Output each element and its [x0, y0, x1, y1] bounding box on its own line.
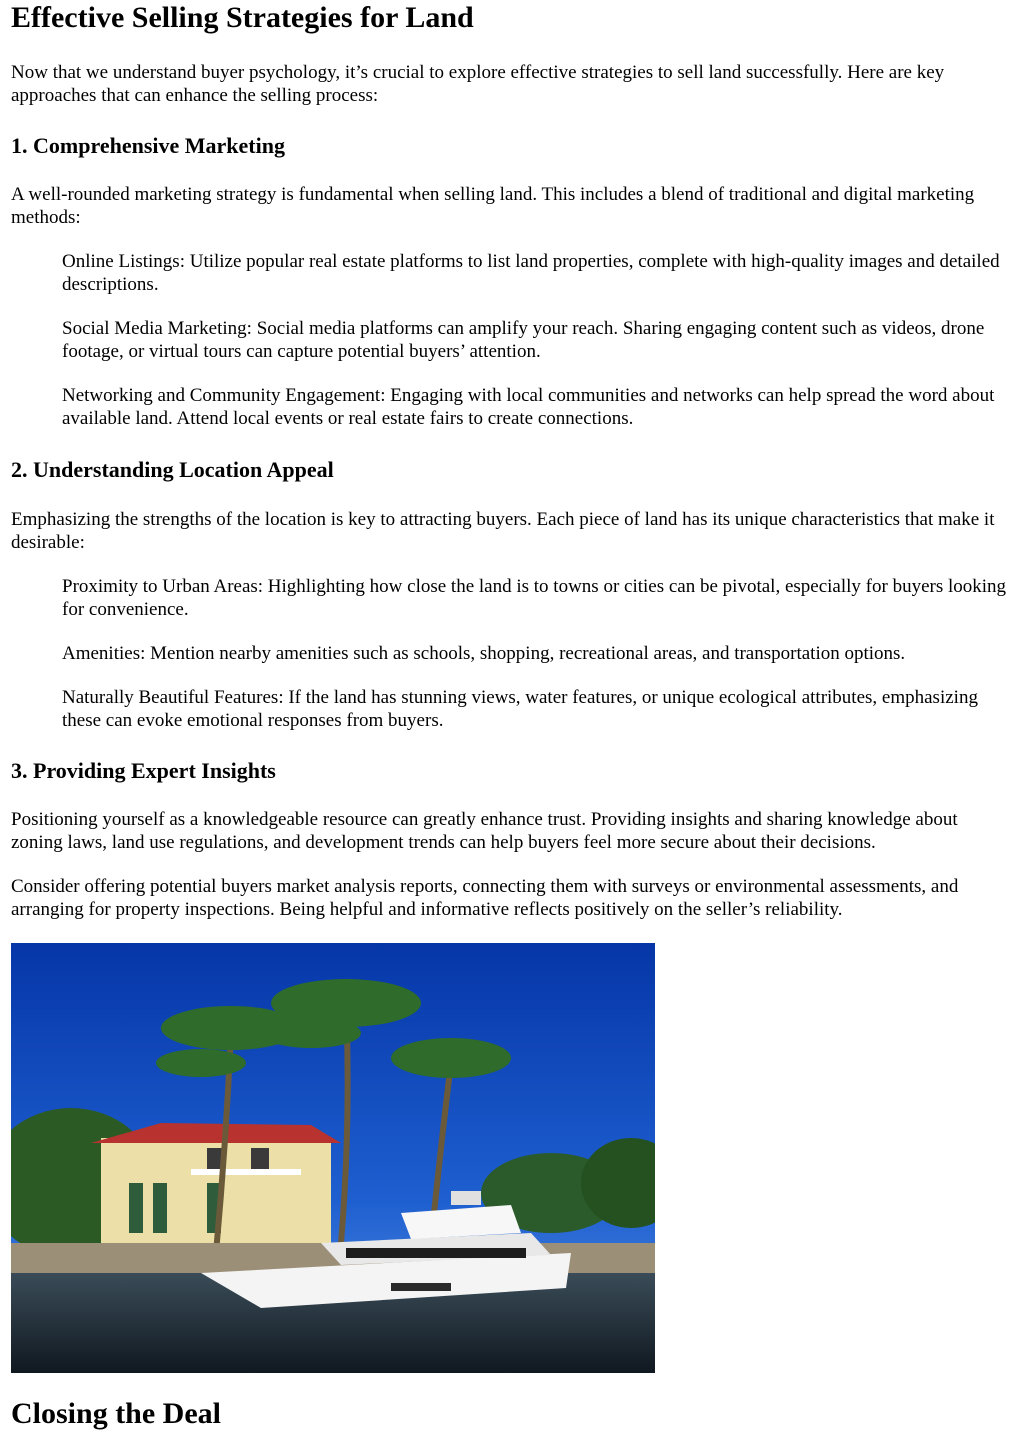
list-item: Naturally Beautiful Features: If the land has stunning views, water features, or unique ecological attributes, emphasizing these can evoke emotional responses from buyers.: [62, 687, 978, 731]
list-item: Networking and Community Engagement: Engaging with local communities and networks can help spread the word about available land. Attend local events or real estate fairs to create connections.: [62, 385, 995, 429]
section-heading-marketing: 1. Comprehensive Marketing: [11, 133, 285, 158]
section-lead-marketing: A well-rounded marketing strategy is fundamental when selling land. This includes a blend of traditional and digital marketing methods:: [11, 184, 975, 228]
insights-paragraph: Positioning yourself as a knowledgeable resource can greatly enhance trust. Providing insights and sharing knowledge about zoning laws, land use regulations, and development trends can help buyers feel more secure about their decisions.: [11, 809, 958, 853]
list-item: Online Listings: Utilize popular real estate platforms to list land properties, complete with high-quality images and detailed descriptions.: [62, 251, 1000, 295]
list-item: Social Media Marketing: Social media platforms can amplify your reach. Sharing engaging content such as videos, drone footage, or virtual tours can capture potential buyers’ attention.: [62, 318, 985, 362]
intro-paragraph: Now that we understand buyer psychology, it’s crucial to explore effective strategies to sell land successfully. Here are key approaches that can enhance the selling process:: [11, 62, 945, 106]
next-section-title: Closing the Deal: [11, 1397, 221, 1430]
section-lead-location: Emphasizing the strengths of the location is key to attracting buyers. Each piece of land has its unique characteristics that make it desirable:: [11, 509, 995, 553]
waterfront-villa-yacht-photo: [11, 943, 655, 1373]
insights-paragraph: Consider offering potential buyers market analysis reports, connecting them with surveys or environmental assessments, and arranging for property inspections. Being helpful and informative reflects positively on the seller’s reliability.: [11, 876, 959, 920]
list-item: Amenities: Mention nearby amenities such as schools, shopping, recreational areas, and transportation options.: [62, 643, 906, 664]
section-heading-location: 2. Understanding Location Appeal: [11, 457, 334, 482]
section-heading-insights: 3. Providing Expert Insights: [11, 758, 276, 783]
page-title: Effective Selling Strategies for Land: [11, 1, 474, 34]
list-item: Proximity to Urban Areas: Highlighting how close the land is to towns or cities can be pivotal, especially for buyers looking for convenience.: [62, 576, 1007, 620]
